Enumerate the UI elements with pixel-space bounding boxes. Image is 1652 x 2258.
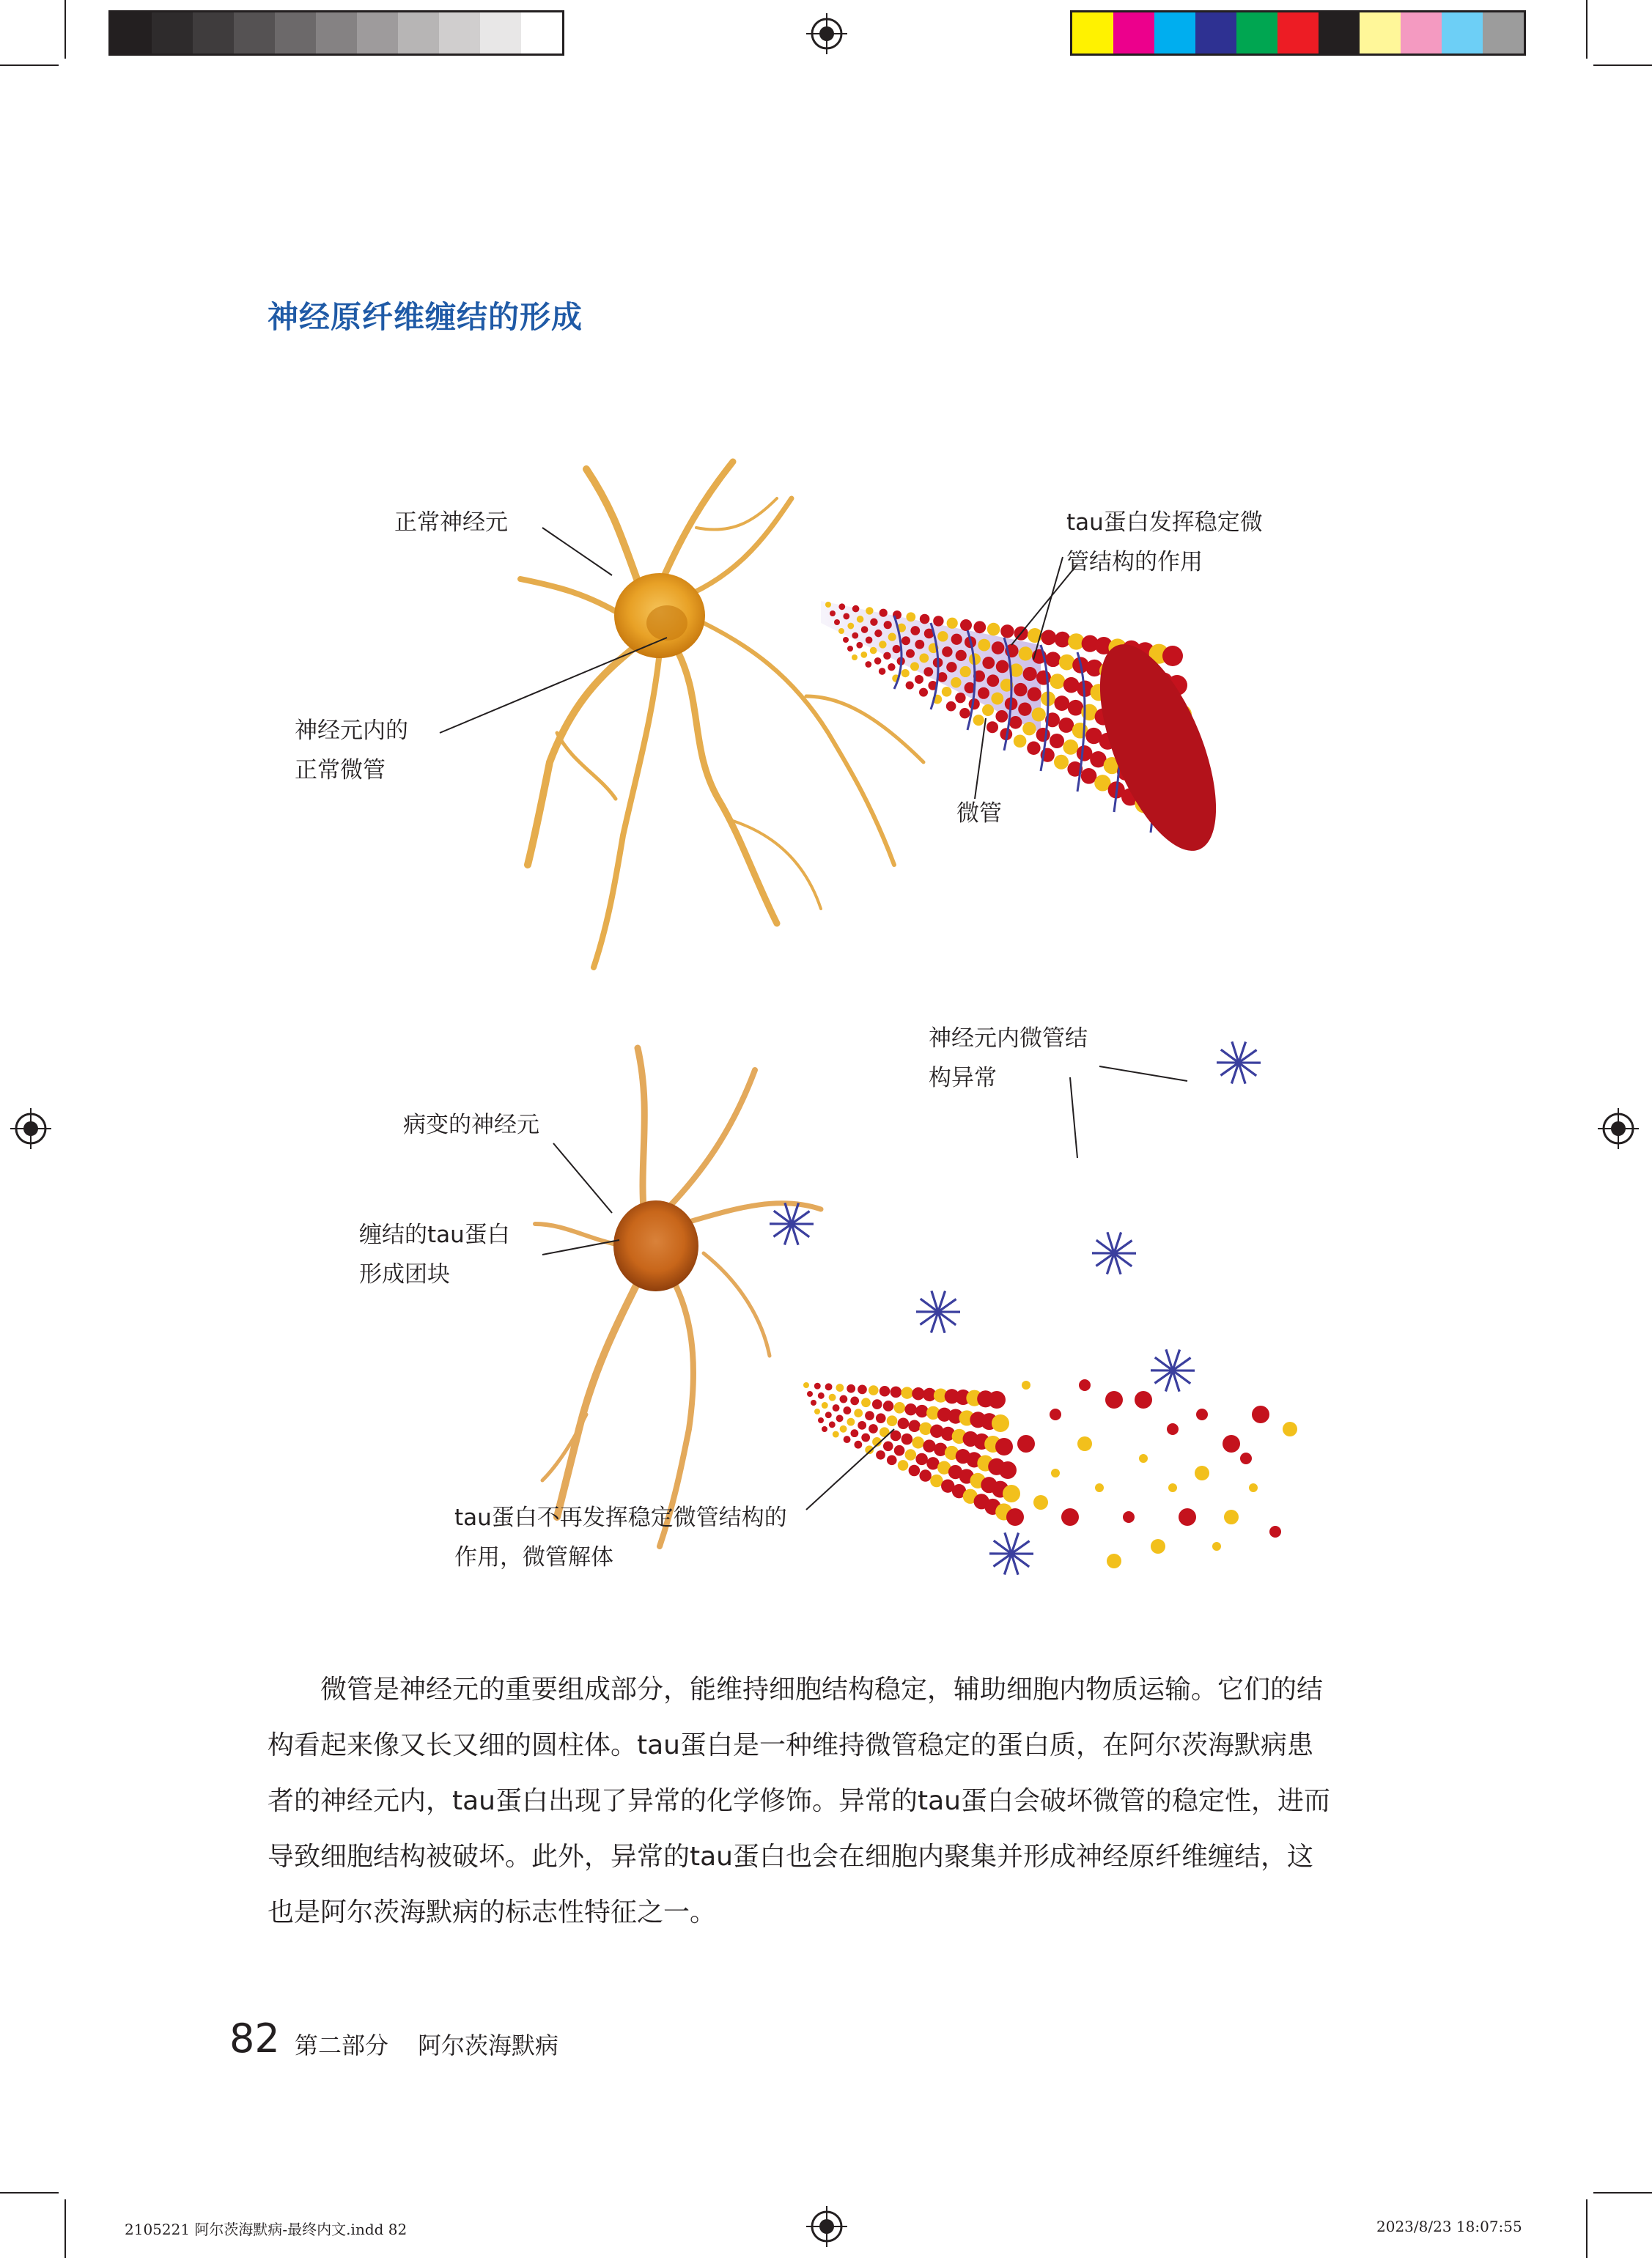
leader-lines-bottom xyxy=(0,953,1652,1612)
label-tangled-tau-line1: 缠结的tau蛋白 xyxy=(359,1222,510,1248)
page-title: 神经原纤维缠结的形成 xyxy=(268,299,583,335)
leader-lines-top xyxy=(0,0,1652,953)
slug-datetime: 2023/8/23 18:07:55 xyxy=(1376,2218,1522,2235)
body-paragraph: 微管是神经元的重要组成部分，能维持细胞结构稳定，辅助细胞内物质运输。它们的结构看起来像又长又细的圆柱体。tau蛋白是一种维持微管稳定的蛋白质，在阿尔茨海默病患者的神经元内，tau蛋白出现了异常的化学修饰。异常的tau蛋白会破坏微管的稳定性，进而导致细胞结构被破坏。此外，异常的tau蛋白也会在细胞内聚集并形成神经原纤维缠结，这也是阿尔茨海默病的标志性特征之一。 xyxy=(268,1675,1330,1927)
crop-mark xyxy=(64,2199,66,2258)
crop-mark xyxy=(1593,2192,1652,2194)
label-normal-microtubule-line2: 正常微管 xyxy=(295,757,386,783)
label-tau-function-line2: 管结构的作用 xyxy=(1066,549,1203,575)
label-disassembly-line2: 作用，微管解体 xyxy=(454,1544,613,1571)
label-normal-microtubule-line1: 神经元内的 xyxy=(295,717,408,744)
footer-part: 第二部分 xyxy=(295,2032,389,2059)
footer-chapter: 阿尔茨海默病 xyxy=(418,2032,559,2059)
label-tau-function-line1: tau蛋白发挥稳定微 xyxy=(1066,509,1263,536)
label-disassembly-line1: tau蛋白不再发挥稳定微管结构的 xyxy=(454,1505,787,1531)
crop-mark xyxy=(0,2192,59,2194)
label-abnormal-structure-line1: 神经元内微管结 xyxy=(929,1025,1088,1052)
label-normal-neuron: 正常神经元 xyxy=(394,509,508,536)
slug-file-info: 2105221 阿尔茨海默病-最终内文.indd 82 xyxy=(125,2221,408,2238)
label-microtubule: 微管 xyxy=(956,800,1002,827)
label-abnormal-structure-line2: 构异常 xyxy=(929,1065,997,1091)
label-diseased-neuron: 病变的神经元 xyxy=(403,1112,539,1138)
registration-mark-icon xyxy=(806,2206,847,2247)
label-tangled-tau-line2: 形成团块 xyxy=(359,1261,450,1288)
page-number: 82 xyxy=(229,2015,280,2062)
crop-mark xyxy=(1586,2199,1588,2258)
